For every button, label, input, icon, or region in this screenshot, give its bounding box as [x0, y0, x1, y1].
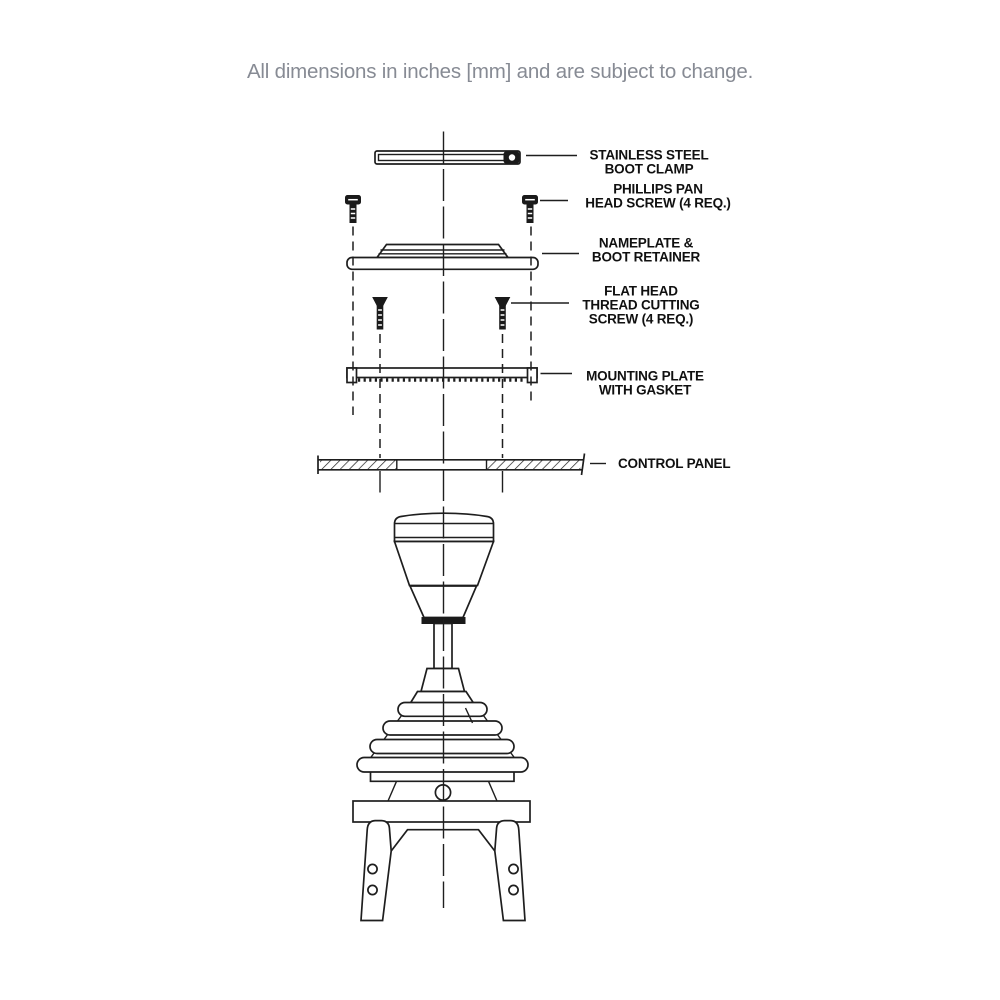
pan-head-screw-right	[523, 196, 538, 223]
callout-labels	[582, 148, 730, 472]
label-flat-screw-line2: THREAD CUTTING	[582, 297, 700, 313]
label-flat-screw-line1: FLAT HEAD	[604, 283, 678, 299]
label-pan-screw-line2: HEAD SCREW (4 REQ.)	[585, 195, 731, 211]
label-boot-clamp-line2: BOOT CLAMP	[604, 161, 694, 177]
mounting-hole	[368, 885, 377, 894]
mounting-plate-drawing	[347, 368, 537, 383]
dimensions-note: All dimensions in inches [mm] and are subject to change.	[246, 60, 754, 83]
mounting-hole	[368, 864, 377, 873]
flat-head-screw-right	[496, 298, 510, 330]
nameplate-boot-retainer-drawing	[347, 245, 538, 270]
label-control-panel: CONTROL PANEL	[618, 456, 731, 471]
label-nameplate-line1: NAMEPLATE &	[598, 235, 694, 251]
boot-clamp-drawing	[375, 151, 520, 164]
flat-head-screw-left	[373, 298, 387, 330]
base-yoke-drawing	[353, 801, 530, 921]
clamp-screw-icon	[509, 154, 515, 160]
label-pan-screw-line1: PHILLIPS PAN	[613, 181, 703, 197]
mounting-hole	[509, 864, 518, 873]
rubber-boot-drawing	[357, 669, 528, 802]
pan-head-screw-left	[346, 196, 361, 223]
label-nameplate-line2: BOOT RETAINER	[591, 249, 701, 265]
label-boot-clamp-line1: STAINLESS STEEL	[589, 147, 709, 163]
label-flat-screw-line3: SCREW (4 REQ.)	[588, 311, 694, 327]
mounting-hole	[509, 885, 518, 894]
label-mounting-plate-line2: WITH GASKET	[598, 382, 692, 398]
control-panel-drawing	[318, 454, 585, 476]
label-mounting-plate-line1: MOUNTING PLATE	[586, 368, 704, 384]
